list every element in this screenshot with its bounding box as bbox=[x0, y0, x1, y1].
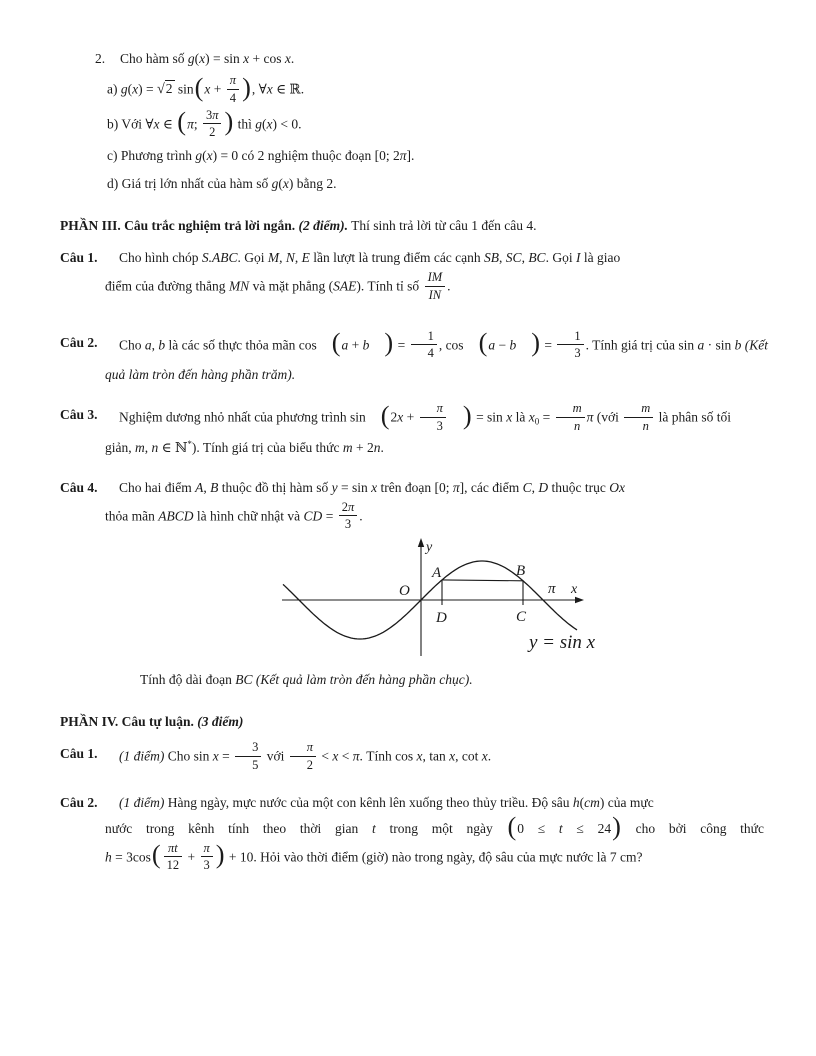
point-A-label: A bbox=[432, 565, 442, 581]
question-2-block bbox=[60, 46, 764, 197]
curve-equation-label: y = sin x bbox=[529, 632, 596, 653]
question-line: nước trong kênh tính theo thời gian t trong một ngày (0 ≤ t ≤ 24) cho bởi công thức bbox=[105, 812, 764, 842]
question-line: h = 3cos( $\frac{\pi t}{12}$ + $\frac{\pi}{3}$ ) + 10. Hỏi vào thời điểm (giờ) nào trong ngày, độ sâu của mực nước là 7 cm? bbox=[105, 840, 643, 873]
question-line: thỏa mãn ABCD là hình chữ nhật và CD = $\frac{2\pi}{3}$ . bbox=[105, 499, 363, 532]
rect-side-AB bbox=[442, 580, 523, 581]
question-2-stem: Cho hàm số g(x) = sin x + cos x. bbox=[120, 51, 295, 66]
question-label: Câu 1. bbox=[60, 250, 98, 265]
sine-figure bbox=[280, 535, 764, 667]
part3-question-4 bbox=[60, 475, 764, 534]
question-2-part-d: d) Giá trị lớn nhất của hàm số g(x) bằng 2. bbox=[107, 176, 337, 191]
part4-question-1 bbox=[60, 741, 764, 774]
point-B-label: B bbox=[516, 563, 526, 579]
question-line: (1 điểm) Hàng ngày, mực nước của một con kênh lên xuống theo thủy triều. Độ sâu h(cm) của mực bbox=[119, 794, 654, 810]
figure-caption: Tính độ dài đoạn BC (Kết quả làm tròn đến hàng phần chục). bbox=[140, 672, 473, 687]
question-label: Câu 2. bbox=[60, 794, 98, 810]
y-axis-arrow bbox=[418, 538, 424, 547]
point-C-label: C bbox=[516, 609, 527, 625]
question-2-part-b: b) Với ∀x ∈ (π; $\frac{3\pi}{2}$ ) thì g(x) < 0. bbox=[107, 107, 302, 140]
question-2-part-a: a) g(x) = √2 sin(x + $\frac{\pi}{4}$ ), ∀x ∈ ℝ. bbox=[107, 72, 305, 105]
question-2-part-c: c) Phương trình g(x) = 0 có 2 nghiệm thuộc đoạn [0; 2π]. bbox=[107, 148, 415, 163]
question-line: Cho hình chóp S.ABC. Gọi M, N, E lần lượt là trung điểm các cạnh SB, SC, BC. Gọi I là giao bbox=[119, 250, 621, 265]
x-axis-arrow bbox=[575, 597, 584, 603]
question-label: Câu 4. bbox=[60, 479, 98, 495]
question-2-number: 2. bbox=[95, 51, 106, 66]
x-axis-label: x bbox=[571, 582, 578, 597]
part3-question-1 bbox=[60, 245, 764, 304]
part4-heading: PHẦN IV. Câu tự luận. (3 điểm) bbox=[60, 714, 244, 729]
question-label: Câu 3. bbox=[60, 407, 98, 422]
question-line: điểm của đường thẳng MN và mặt phẳng (SAE). Tính tỉ số $\frac{IM}{IN}$ . bbox=[105, 270, 451, 302]
question-line: quả làm tròn đến hàng phần trăm). bbox=[105, 367, 296, 382]
part3-question-3 bbox=[60, 402, 764, 461]
question-label: Câu 1. bbox=[60, 746, 98, 761]
question-label: Câu 2. bbox=[60, 334, 98, 350]
part4-question-2 bbox=[60, 790, 764, 875]
question-line: Cho a, b là các số thực thỏa mãn cos (a + b ) = $\frac{1}{4}$ , cos (a − b ) = $\frac{1}{3}$ . Tính giá trị của sin a · sin b (Kết bbox=[119, 328, 768, 361]
y-axis-label: y bbox=[426, 540, 433, 555]
question-line: Nghiệm dương nhỏ nhất của phương trình sin (2x + $\frac{\pi}{3}$ ) = sin x là $x_0$ = $\frac{m}{n}$ π (với $\frac{m}{n}$ là phân số tối bbox=[119, 400, 732, 433]
part3-question-2 bbox=[60, 328, 768, 389]
origin-label: O bbox=[399, 583, 410, 599]
question-line: Cho hai điểm A, B thuộc đồ thị hàm số y = sin x trên đoạn [0; π], các điểm C, D thuộc trục Ox bbox=[119, 479, 625, 495]
question-line: (1 điểm) Cho sin x = $\frac{3}{5}$ với $\frac{\pi}{2}$ < x < π. Tính cos x, tan x, cot x. bbox=[119, 740, 492, 772]
pi-tick-label: π bbox=[548, 581, 556, 597]
point-D-label: D bbox=[436, 610, 447, 626]
sine-figure-svg bbox=[280, 535, 660, 667]
question-line: giản, m, n ∈ ℕ*). Tính giá trị của biểu thức m + 2n. bbox=[105, 438, 384, 455]
part3-heading: PHẦN III. Câu trắc nghiệm trả lời ngắn. (2 điểm). Thí sinh trả lời từ câu 1 đến câu 4. bbox=[60, 218, 537, 233]
